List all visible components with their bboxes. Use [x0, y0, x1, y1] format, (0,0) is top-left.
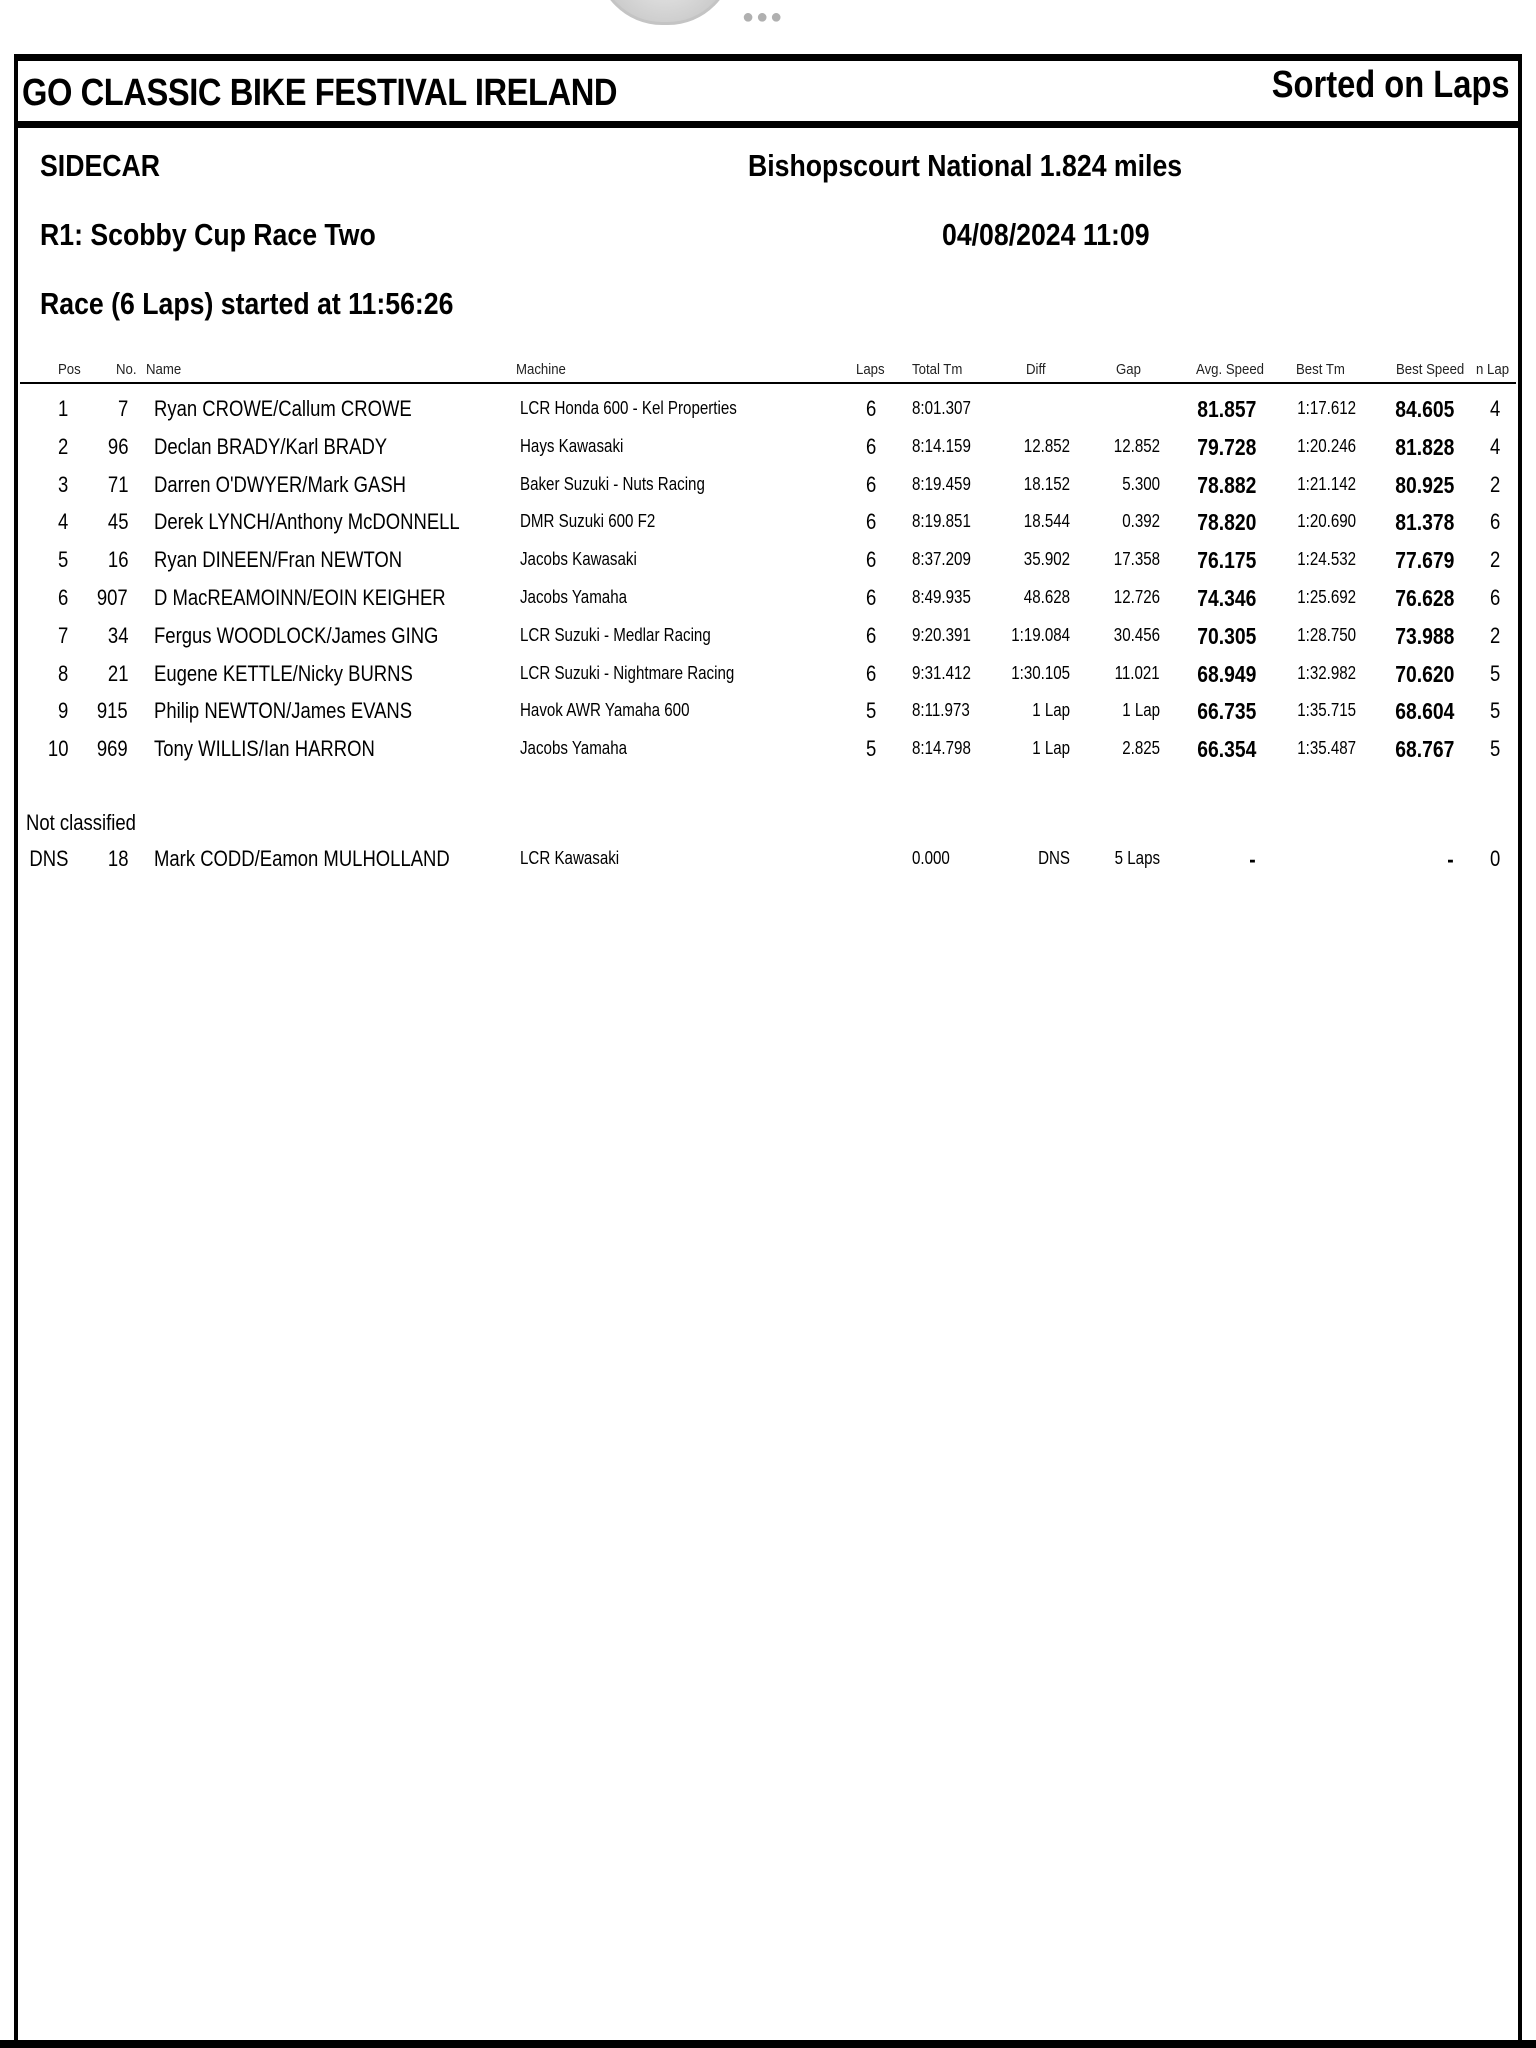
table-row: [0, 736, 1536, 773]
cell-no: 45: [107, 509, 128, 535]
col-avg-speed: Avg. Speed: [1196, 361, 1265, 378]
cell-laps: 6: [865, 509, 876, 535]
cell-best: 1:24.532: [1297, 549, 1356, 570]
cell-on-lap: 5: [1489, 698, 1500, 724]
col-best-time: Best Tm: [1296, 361, 1345, 378]
more-options-icon[interactable]: ●●●: [742, 6, 785, 28]
cell-avg: 74.346: [1196, 585, 1256, 611]
cell-gap: 5.300: [1122, 473, 1160, 494]
cell-no: 96: [107, 433, 128, 459]
cell-gap: 12.726: [1113, 587, 1160, 607]
cell-avg: 66.354: [1196, 736, 1256, 763]
cell-gap: 1 Lap: [1122, 700, 1160, 721]
cell-avg: 78.882: [1196, 471, 1256, 498]
cell-best-speed: 68.767: [1394, 736, 1454, 763]
cell-laps: 6: [865, 585, 876, 610]
cell-on-lap: 4: [1489, 433, 1500, 459]
cell-gap: 5 Laps: [1114, 848, 1160, 868]
cell-machine: Havok AWR Yamaha 600: [520, 700, 690, 721]
table-row: [0, 509, 1536, 546]
cell-name: Philip NEWTON/James EVANS: [154, 698, 413, 724]
cell-pos: 9: [57, 698, 68, 724]
cell-name: Mark CODD/Eamon MULHOLLAND: [154, 846, 450, 871]
cell-diff: 1 Lap: [1032, 700, 1070, 721]
cell-laps: 6: [865, 471, 876, 497]
cell-diff: 18.152: [1023, 473, 1070, 494]
cell-best: 1:25.692: [1297, 587, 1356, 607]
cell-machine: LCR Honda 600 - Kel Properties: [520, 398, 737, 418]
cell-laps: 6: [865, 396, 876, 421]
cell-laps: 5: [865, 698, 876, 724]
cell-best: 1:17.612: [1297, 398, 1356, 418]
cell-pos: 5: [57, 547, 68, 573]
cell-no: 7: [117, 396, 128, 421]
cell-no: 16: [107, 547, 128, 573]
cell-no: 34: [107, 622, 128, 648]
cell-best: 1:32.982: [1297, 662, 1356, 683]
cell-avg: 78.820: [1196, 509, 1256, 536]
col-total: Total Tm: [912, 361, 963, 378]
cell-best-speed: 81.378: [1394, 509, 1454, 536]
table-row: [0, 396, 1536, 433]
cell-no: 18: [107, 846, 128, 871]
cell-total: 8:11.973: [912, 700, 970, 721]
cell-best-speed: -: [1447, 846, 1454, 872]
table-row: [0, 698, 1536, 735]
table-row: [0, 623, 1536, 660]
cell-name: Ryan DINEEN/Fran NEWTON: [154, 547, 403, 573]
cell-name: Ryan CROWE/Callum CROWE: [154, 396, 412, 421]
cell-on-lap: 4: [1489, 396, 1500, 421]
col-no: No.: [116, 361, 137, 378]
cell-machine: LCR Suzuki - Nightmare Racing: [520, 662, 735, 683]
cell-machine: LCR Kawasaki: [520, 848, 620, 868]
cell-best: 1:35.715: [1297, 700, 1356, 721]
table-row: [0, 434, 1536, 471]
app-top-bar: [0, 0, 1536, 54]
cell-pos: 7: [57, 622, 68, 648]
cell-pos: 10: [47, 736, 68, 762]
cell-total: 9:31.412: [912, 662, 971, 683]
cell-on-lap: 5: [1489, 660, 1500, 686]
cell-pos: 2: [57, 433, 68, 459]
cell-machine: Baker Suzuki - Nuts Racing: [520, 473, 705, 494]
cell-pos: 8: [57, 660, 68, 686]
results-sheet: [14, 54, 1522, 2048]
cell-total: 8:01.307: [912, 398, 971, 418]
table-row: [0, 547, 1536, 584]
table-row: [0, 472, 1536, 509]
cell-diff: 1 Lap: [1032, 738, 1070, 759]
cell-total: 0.000: [912, 848, 950, 868]
cell-name: Derek LYNCH/Anthony McDONNELL: [154, 509, 460, 535]
cell-gap: 30.456: [1113, 624, 1160, 645]
cell-name: Tony WILLIS/Ian HARRON: [154, 736, 375, 762]
cell-best-speed: 80.925: [1394, 471, 1454, 498]
cell-best-speed: 81.828: [1394, 433, 1454, 460]
cell-gap: 0.392: [1122, 511, 1160, 532]
table-row: [0, 661, 1536, 698]
cell-on-lap: 2: [1489, 547, 1500, 573]
cell-avg: 81.857: [1196, 396, 1256, 422]
cell-name: Darren O'DWYER/Mark GASH: [154, 471, 407, 497]
cell-diff: DNS: [1038, 848, 1070, 868]
cell-laps: 6: [865, 547, 876, 573]
cell-machine: LCR Suzuki - Medlar Racing: [520, 624, 711, 645]
cell-avg: 79.728: [1196, 433, 1256, 460]
cell-name: D MacREAMOINN/EOIN KEIGHER: [154, 585, 446, 610]
cell-best-speed: 68.604: [1394, 698, 1454, 725]
cell-no: 71: [107, 471, 128, 497]
cell-avg: 66.735: [1196, 698, 1256, 725]
event-title: GO CLASSIC BIKE FESTIVAL IRELAND: [22, 72, 618, 114]
cell-laps: 6: [865, 660, 876, 686]
cell-avg: 76.175: [1196, 547, 1256, 574]
cell-laps: 5: [865, 736, 876, 762]
race-start: Race (6 Laps) started at 11:56:26: [40, 286, 454, 321]
cell-no: 915: [97, 698, 128, 724]
cell-diff: 12.852: [1023, 435, 1070, 456]
cell-on-lap: 2: [1489, 471, 1500, 497]
cell-diff: 48.628: [1023, 587, 1070, 607]
avatar-icon[interactable]: [596, 0, 734, 25]
race-name: R1: Scobby Cup Race Two: [40, 217, 376, 252]
col-name: Name: [146, 361, 182, 378]
cell-best-speed: 73.988: [1394, 622, 1454, 649]
cell-avg: 68.949: [1196, 660, 1256, 687]
cell-name: Fergus WOODLOCK/James GING: [154, 622, 439, 648]
cell-best: 1:28.750: [1297, 624, 1356, 645]
cell-on-lap: 2: [1489, 622, 1500, 648]
col-diff: Diff: [1026, 361, 1046, 378]
cell-pos: 1: [57, 396, 68, 421]
col-laps: Laps: [856, 361, 885, 378]
cell-total: 9:20.391: [912, 624, 971, 645]
cell-gap: 12.852: [1113, 435, 1160, 456]
class-name: SIDECAR: [40, 148, 160, 183]
cell-gap: 17.358: [1113, 549, 1160, 570]
cell-on-lap: 6: [1489, 509, 1500, 535]
cell-best-speed: 77.679: [1394, 547, 1454, 574]
cell-pos: 3: [57, 471, 68, 497]
cell-best-speed: 70.620: [1394, 660, 1454, 687]
cell-laps: 6: [865, 622, 876, 648]
circuit-name: Bishopscourt National 1.824 miles: [748, 148, 1183, 183]
cell-machine: Jacobs Yamaha: [520, 738, 628, 759]
table-row: [0, 585, 1536, 622]
sort-label: Sorted on Laps: [1272, 64, 1510, 106]
cell-gap: 2.825: [1122, 738, 1160, 759]
bottom-bar: [0, 2040, 1536, 2048]
cell-laps: 6: [865, 433, 876, 459]
cell-total: 8:14.159: [912, 435, 971, 456]
cell-best-speed: 76.628: [1394, 585, 1454, 611]
cell-total: 8:37.209: [912, 549, 971, 570]
cell-total: 8:19.851: [912, 511, 971, 532]
column-divider: [20, 382, 1516, 384]
cell-machine: Hays Kawasaki: [520, 435, 624, 456]
cell-best: 1:20.690: [1297, 511, 1356, 532]
cell-best-speed: 84.605: [1394, 396, 1454, 422]
cell-diff: 35.902: [1023, 549, 1070, 570]
cell-diff: 18.544: [1023, 511, 1070, 532]
cell-best: 1:21.142: [1297, 473, 1356, 494]
cell-on-lap: 6: [1489, 585, 1500, 610]
cell-no: 969: [97, 736, 128, 762]
cell-avg: -: [1249, 846, 1256, 872]
cell-machine: Jacobs Yamaha: [520, 587, 628, 607]
cell-on-lap: 5: [1489, 736, 1500, 762]
cell-name: Eugene KETTLE/Nicky BURNS: [154, 660, 413, 686]
cell-total: 8:19.459: [912, 473, 971, 494]
cell-name: Declan BRADY/Karl BRADY: [154, 433, 388, 459]
title-divider: [18, 121, 1518, 128]
cell-avg: 70.305: [1196, 622, 1256, 649]
col-machine: Machine: [516, 361, 566, 378]
cell-gap: 11.021: [1114, 662, 1160, 683]
cell-no: 21: [107, 660, 128, 686]
cell-diff: 1:30.105: [1011, 662, 1070, 683]
cell-pos: 4: [57, 509, 68, 535]
cell-machine: Jacobs Kawasaki: [520, 549, 637, 570]
col-best-speed: Best Speed: [1396, 361, 1465, 378]
cell-no: 907: [97, 585, 128, 610]
cell-total: 8:14.798: [912, 738, 971, 759]
cell-pos: 6: [57, 585, 68, 610]
cell-total: 8:49.935: [912, 587, 971, 607]
col-on-lap: n Lap: [1476, 361, 1510, 378]
cell-diff: 1:19.084: [1011, 624, 1070, 645]
cell-machine: DMR Suzuki 600 F2: [520, 511, 656, 532]
cell-pos: DNS: [28, 846, 68, 871]
cell-on-lap: 0: [1489, 846, 1500, 871]
not-classified-label: Not classified: [26, 810, 136, 835]
col-gap: Gap: [1116, 361, 1141, 378]
table-row: [0, 846, 1536, 883]
cell-best: 1:35.487: [1297, 738, 1356, 759]
race-datetime: 04/08/2024 11:09: [942, 217, 1150, 252]
col-pos: Pos: [58, 361, 81, 378]
cell-best: 1:20.246: [1297, 435, 1356, 456]
